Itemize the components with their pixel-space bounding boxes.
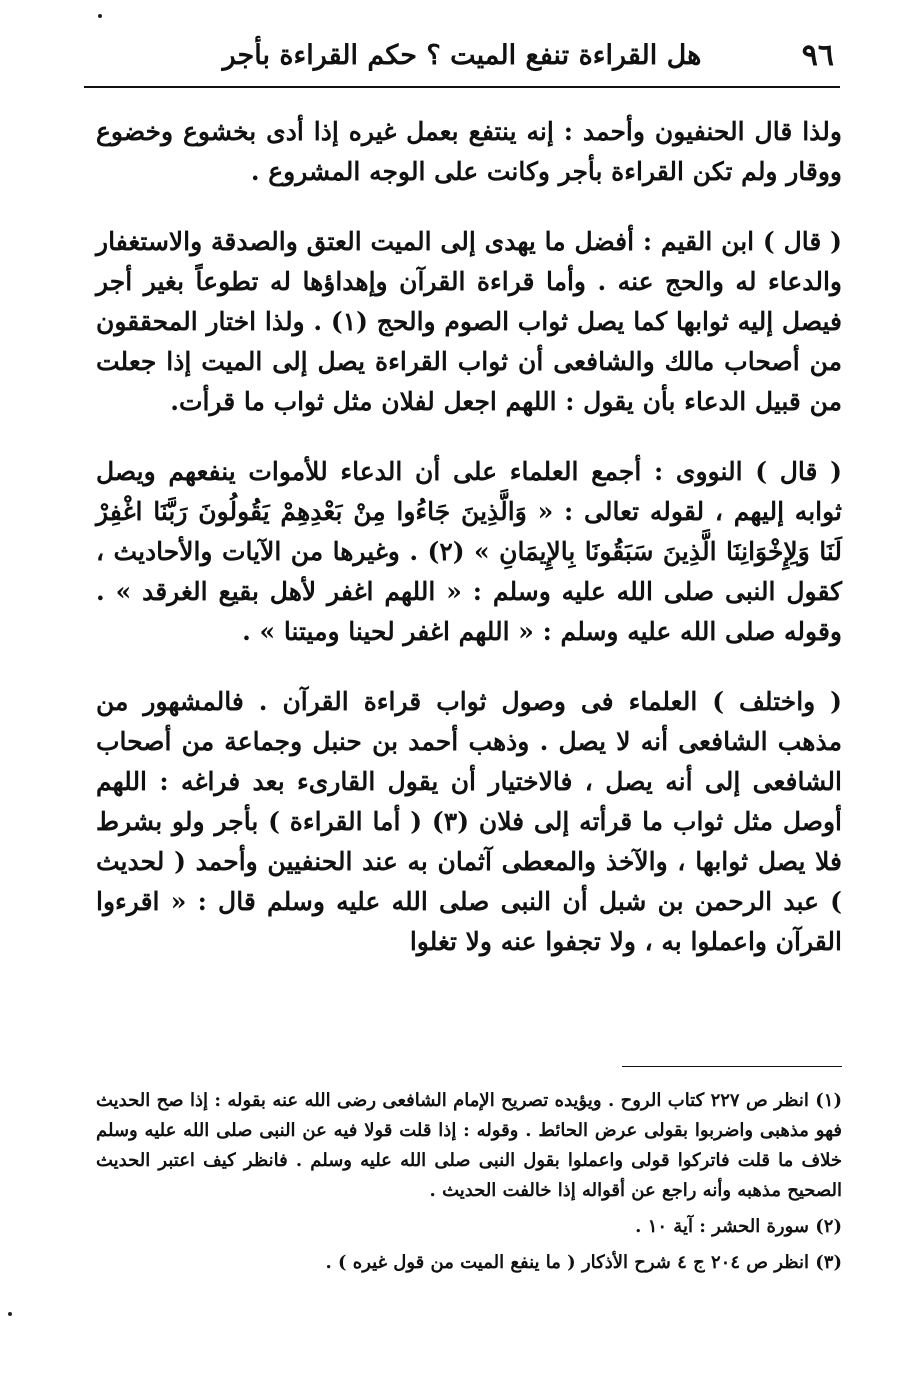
footnotes <box>96 1086 842 1284</box>
page-header <box>84 28 840 86</box>
main-text <box>96 112 842 962</box>
paragraph: ( قال ) ابن القيم : أفضل ما يهدى إلى الميت العتق والصدقة والاستغفار والدعاء له والحج عنه . وأما قراءة القرآن وإهداؤها له تطوعاً بغير أجر فيصل إليه ثوابها كما يصل ثواب الصوم والحج (١) . ولذا اختار المحققون من أصحاب مالك والشافعى أن ثواب القراءة يصل إلى الميت إذا جعلت من قبيل الدعاء بأن يقول : اللهم اجعل لفلان مثل ثواب ما قرأت. <box>96 227 842 416</box>
paragraph: ( واختلف ) العلماء فى وصول ثواب قراءة القرآن . فالمشهور من مذهب الشافعى أنه لا يصل . وذهب أحمد بن حنبل وجماعة من أصحاب الشافعى إلى أنه يصل ، فالاختيار أن يقول القارىء بعد فراغه : اللهم أوصل مثل ثواب ما قرأته إلى فلان (٣) ( أما القراءة ) بأجر ولو بشرط فلا يصل ثوابها ، والآخذ والمعطى آثمان به عند الحنفيين وأحمد ( لحديث ) عبد الرحمن بن شبل أن النبى صلى الله عليه وسلم قال : « اقرءوا القرآن واعملوا به ، ولا تجفوا عنه ولا تغلوا <box>96 687 842 956</box>
paragraph: ولذا قال الحنفيون وأحمد : إنه ينتفع بعمل غيره إذا أدى بخشوع وخضوع ووقار ولم تكن القراءة بأجر وكانت على الوجه المشروع . <box>96 117 842 186</box>
footnote-rule <box>622 1066 842 1067</box>
footnote: (٣) انظر ص ٢٠٤ ج ٤ شرح الأذكار ( ما ينفع الميت من قول غيره ) . <box>325 1252 842 1273</box>
footnote: (٢) سورة الحشر : آية ١٠ . <box>635 1216 842 1237</box>
running-title: هل القراءة تنفع الميت ؟ حكم القراءة بأجر <box>222 40 702 71</box>
scan-speck <box>8 1312 12 1316</box>
header-rule <box>84 86 840 88</box>
page-number: ٩٦ <box>801 38 834 73</box>
scan-speck <box>98 14 102 18</box>
footnote: (١) انظر ص ٢٢٧ كتاب الروح . ويؤيده تصريح الإمام الشافعى رضى الله عنه بقوله : إذا صح الحديث فهو مذهبى واضربوا بقولى عرض الحائط . وقوله : إذا قلت قولا فيه عن النبى صلى الله عليه وسلم خلاف ما قلت فاتركوا قولى واعملوا بقول النبى صلى الله عليه وسلم . فانظر كيف اعتبر الحديث الصحيح مذهبه وأنه راجع عن أقواله إذا خالفت الحديث . <box>96 1090 842 1201</box>
paragraph: ( قال ) النووى : أجمع العلماء على أن الدعاء للأموات ينفعهم ويصل ثوابه إليهم ، لقوله تعالى : « وَالَّذِينَ جَاءُوا مِنْ بَعْدِهِمْ يَقُولُونَ رَبَّنَا اغْفِرْ لَنَا وَلِإِخْوَانِنَا الَّذِينَ سَبَقُونَا بِالإِيمَانِ » (٢) . وغيرها من الآيات والأحاديث ، كقول النبى صلى الله عليه وسلم : « اللهم اغفر لأهل بقيع الغرقد » . وقوله صلى الله عليه وسلم : « اللهم اغفر لحينا وميتنا » . <box>96 457 842 646</box>
